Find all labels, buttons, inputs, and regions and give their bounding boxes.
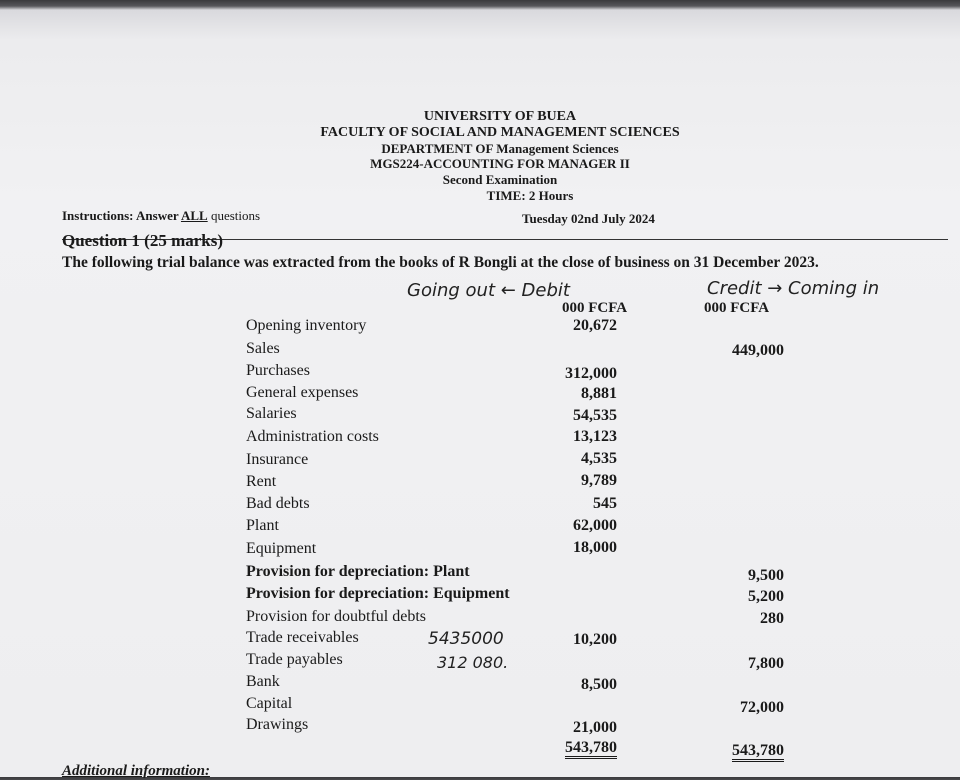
row-label-drawings: Drawings [246,716,309,733]
instructions [62,208,260,224]
exam-session: Second Examination [442,172,558,187]
debit-total: 543,780 [565,740,617,759]
question-title: Question 1 (25 marks) [62,231,224,250]
row-debit-opening-inventory: 20,672 [573,317,617,334]
additional-information-heading: Additional information: [62,763,210,779]
row-debit-purchases: 312,000 [565,365,617,382]
row-label-opening-inventory: Opening inventory [246,317,367,334]
row-label-provision-doubtful-debts: Provision for doubtful debts [246,608,426,625]
row-label-salaries: Salaries [246,405,297,422]
row-credit-sales: 449,000 [732,342,784,359]
row-debit-general-expenses: 8,881 [581,385,617,402]
row-label-rent: Rent [246,473,277,490]
row-label-insurance: Insurance [246,451,309,468]
row-label-provision-equipment: Provision for depreciation: Equipment [246,585,510,602]
row-label-trade-payables: Trade payables [246,651,343,668]
row-debit-salaries: 54,535 [573,407,617,424]
question-text: The following trial balance was extracted from the books of R Bongli at the close of business on 31 December 2023. [62,254,819,271]
exam-duration: TIME: 2 Hours [486,188,574,203]
row-label-administration-costs: Administration costs [246,428,379,445]
row-label-sales: Sales [246,340,280,357]
row-label-plant: Plant [246,517,279,534]
faculty-name: FACULTY OF SOCIAL AND MANAGEMENT SCIENCES [320,125,680,140]
row-debit-rent: 9,789 [581,472,617,489]
credit-handwritten-note: Credit → Coming in [707,278,880,299]
row-label-trade-receivables: Trade receivables [246,629,359,646]
instructions-suffix: questions [207,208,261,223]
row-label-equipment: Equipment [246,540,317,557]
handwritten-margin-second: 312 080. [437,653,509,672]
exam-paper [0,10,960,777]
row-debit-bank: 8,500 [581,676,617,693]
university-name: UNIVERSITY OF BUEA [423,109,577,124]
handwritten-margin-sum: 5435000 [428,629,504,649]
row-debit-bad-debts: 545 [593,495,617,512]
row-label-bank: Bank [246,673,280,690]
row-credit-provision-plant: 9,500 [748,567,784,584]
row-debit-drawings: 21,000 [573,719,617,736]
row-credit-capital: 72,000 [740,699,784,716]
debit-handwritten-note: Going out ← Debit [407,280,570,301]
row-debit-administration-costs: 13,123 [573,428,617,445]
row-label-general-expenses: General expenses [246,384,359,401]
row-credit-trade-payables: 7,800 [748,655,784,672]
row-debit-plant: 62,000 [573,517,617,534]
credit-total: 543,780 [732,743,784,762]
row-debit-trade-receivables: 10,200 [573,631,617,648]
row-debit-insurance: 4,535 [581,450,617,467]
department-name: DEPARTMENT OF Management Sciences [381,141,619,156]
course-title: MGS224-ACCOUNTING FOR MANAGER II [370,156,630,171]
instructions-prefix: Instructions: Answer [62,208,181,223]
row-label-provision-plant: Provision for depreciation: Plant [246,563,470,580]
instructions-emphasis: ALL [180,208,208,223]
debit-column-header: 000 FCFA [562,300,628,316]
row-credit-provision-equipment: 5,200 [748,588,784,605]
row-label-purchases: Purchases [246,362,310,379]
row-label-bad-debts: Bad debts [246,495,310,512]
exam-date: Tuesday 02nd July 2024 [522,211,655,226]
row-label-capital: Capital [246,695,293,712]
row-debit-equipment: 18,000 [573,539,617,556]
credit-column-header: 000 FCFA [704,300,770,316]
row-credit-provision-doubtful-debts: 280 [760,610,784,627]
